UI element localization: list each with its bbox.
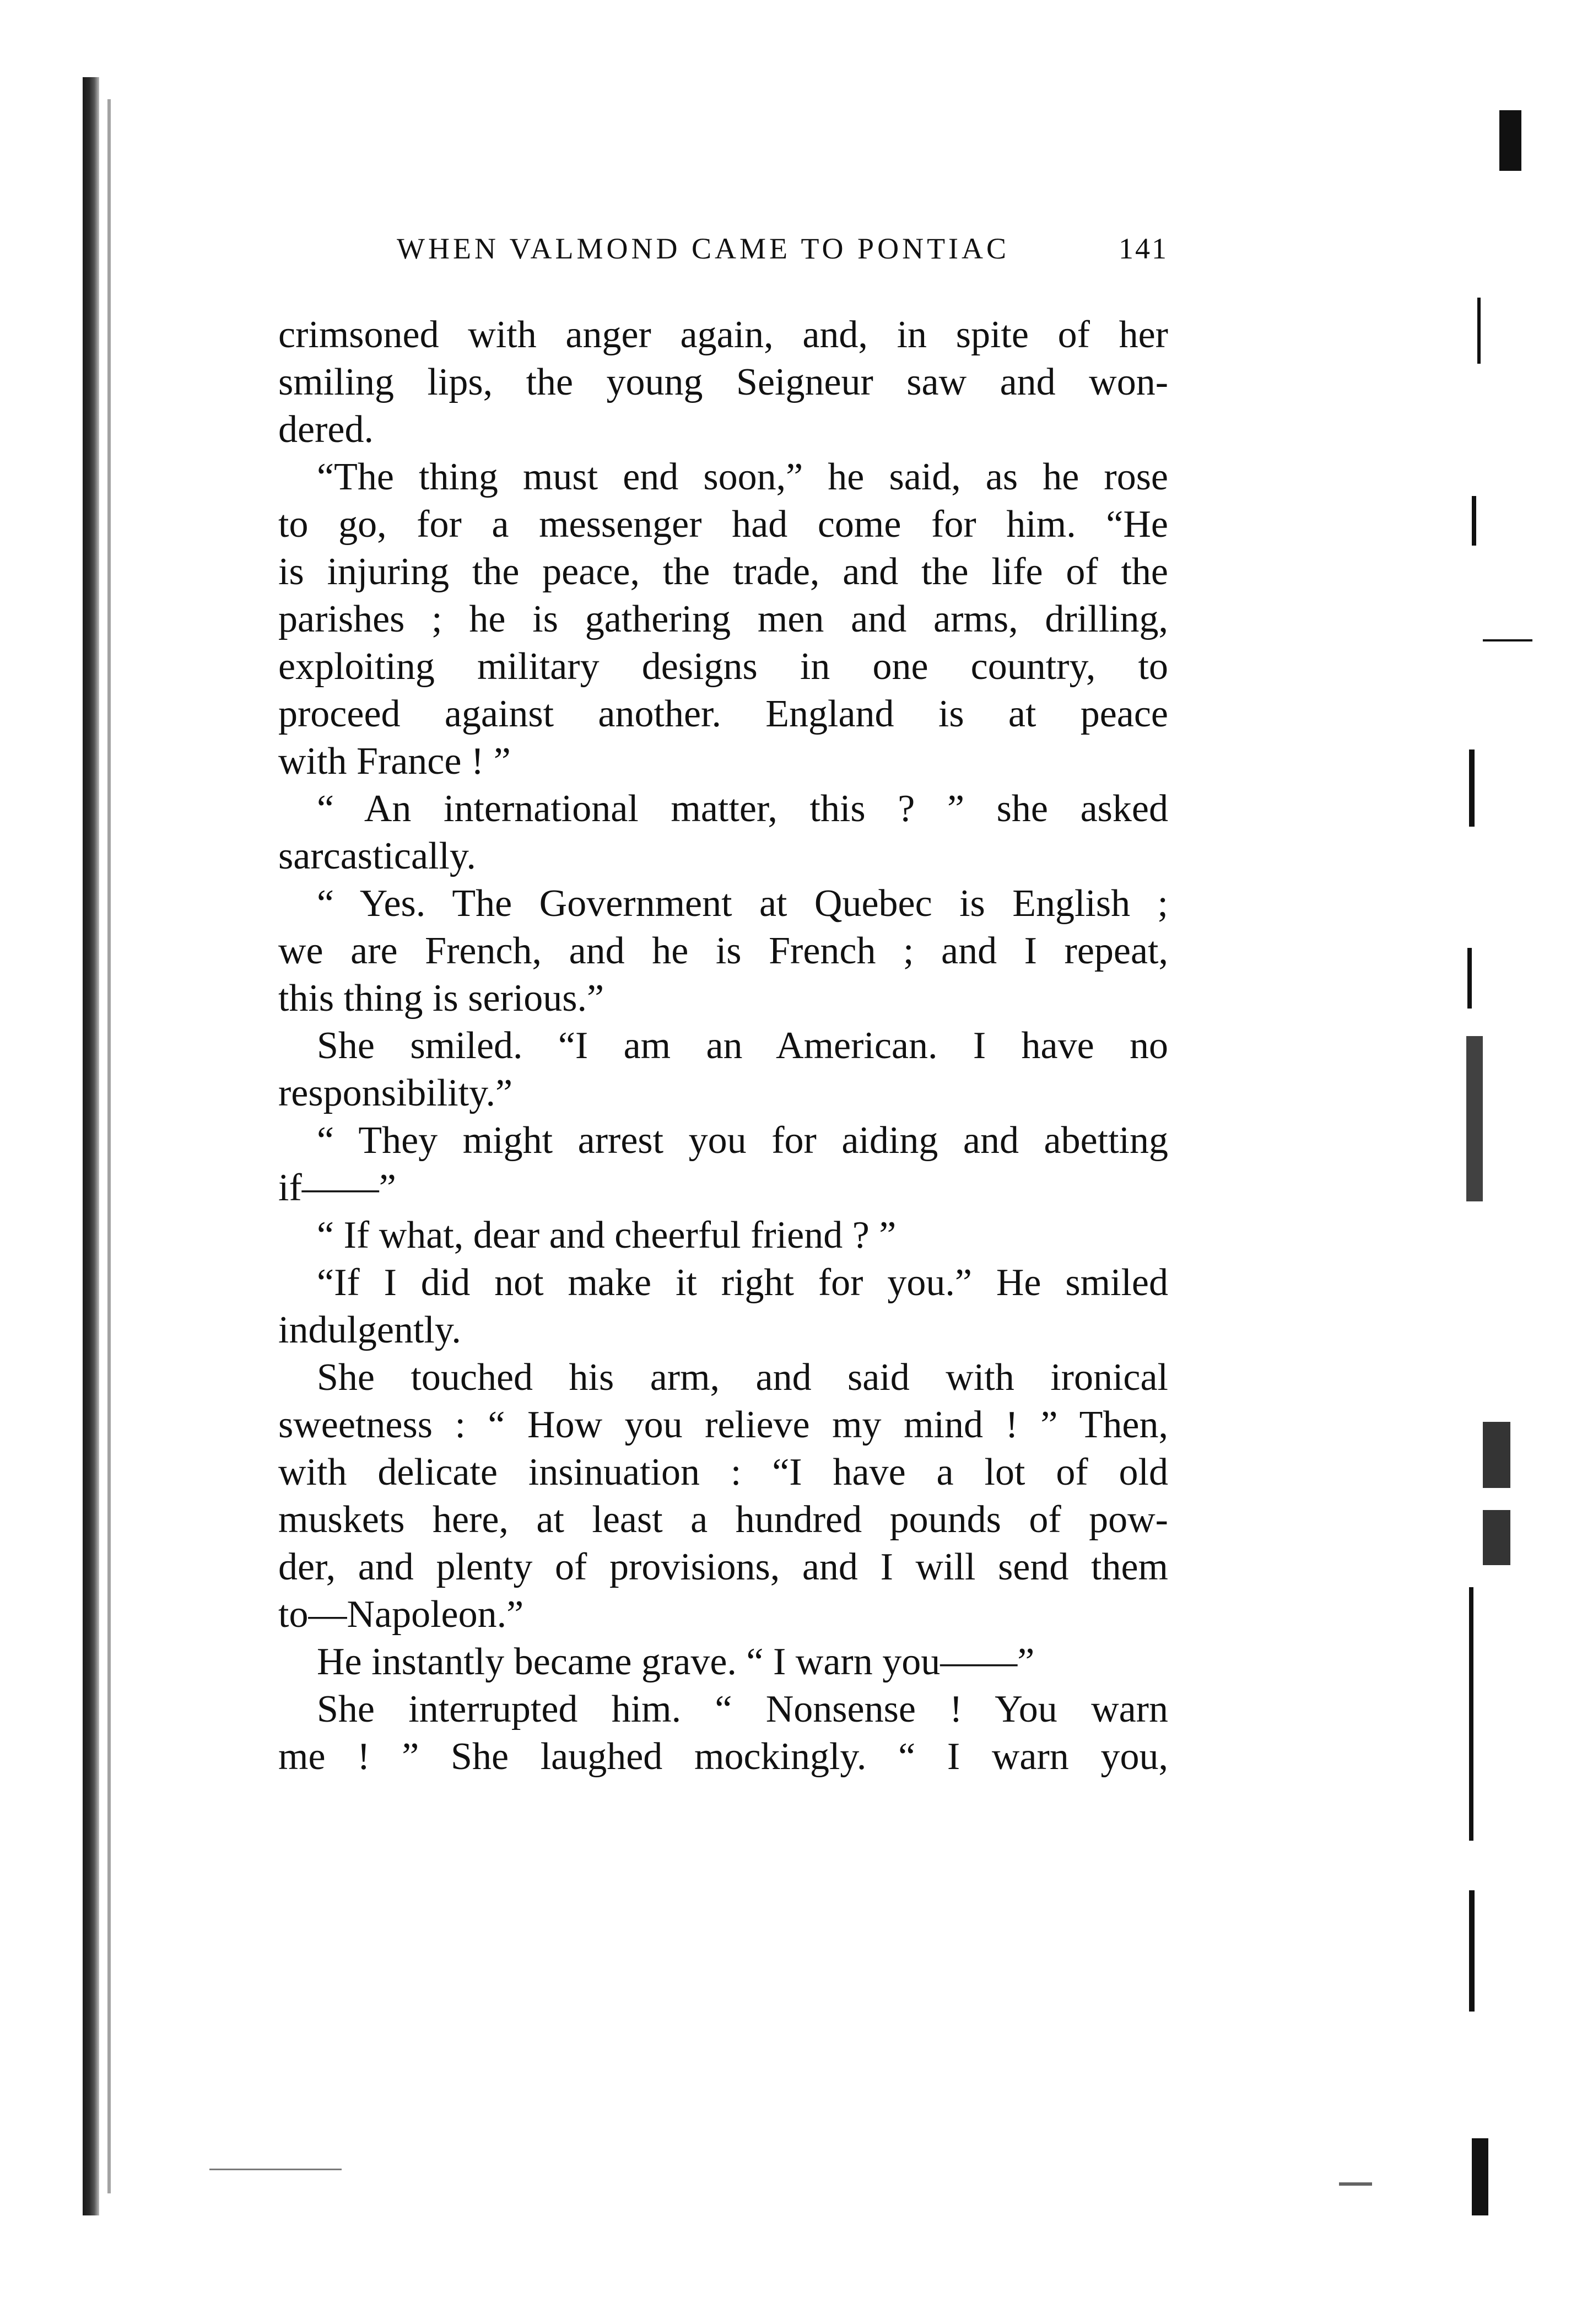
text-line: to—Napoleon.” bbox=[278, 1593, 524, 1636]
page-number: 141 bbox=[1119, 232, 1168, 265]
text-line: is injuring the peace, the trade, and the life of the bbox=[278, 551, 1168, 593]
scan-speck bbox=[209, 2169, 342, 2170]
text-line: with France ! ” bbox=[278, 740, 511, 783]
text-line: with delicate insinuation : “I have a lot of old bbox=[278, 1451, 1168, 1493]
text-line: “The thing must end soon,” he said, as he rose bbox=[317, 456, 1168, 498]
text-line: She touched his arm, and said with ironical bbox=[317, 1356, 1168, 1399]
text-line: “ They might arrest you for aiding and abetting bbox=[317, 1119, 1168, 1162]
text-line: sweetness : “ How you relieve my mind ! ” Then, bbox=[278, 1404, 1168, 1446]
text-line: proceed against another. England is at peace bbox=[278, 693, 1168, 735]
scan-speck bbox=[1339, 2182, 1372, 2186]
text-line: crimsoned with anger again, and, in spite of her bbox=[278, 314, 1168, 356]
text-line: this thing is serious.” bbox=[278, 977, 604, 1020]
page-header bbox=[397, 231, 1168, 276]
text-line: exploiting military designs in one country, to bbox=[278, 645, 1168, 688]
text-line: to go, for a messenger had come for him. “He bbox=[278, 503, 1168, 546]
text-line: He instantly became grave. “ I warn you——” bbox=[317, 1641, 1035, 1683]
text-line: smiling lips, the young Seigneur saw and won- bbox=[278, 361, 1168, 403]
text-line: parishes ; he is gathering men and arms, drilling, bbox=[278, 598, 1168, 640]
text-line: if——” bbox=[278, 1167, 396, 1209]
scan-edge-artifacts bbox=[1461, 99, 1532, 2237]
text-line: dered. bbox=[278, 408, 374, 451]
text-line: indulgently. bbox=[278, 1309, 461, 1351]
page-binding-shadow bbox=[83, 77, 99, 2215]
text-line: “ If what, dear and cheerful friend ? ” bbox=[317, 1214, 897, 1257]
text-line: “ Yes. The Government at Quebec is English ; bbox=[317, 882, 1168, 925]
text-line: me ! ” She laughed mockingly. “ I warn you, bbox=[278, 1735, 1168, 1778]
text-line: She interrupted him. “ Nonsense ! You warn bbox=[317, 1688, 1168, 1730]
text-line: muskets here, at least a hundred pounds of pow- bbox=[278, 1498, 1168, 1541]
text-line: we are French, and he is French ; and I repeat, bbox=[278, 930, 1168, 972]
body-text bbox=[278, 311, 1168, 1781]
text-line: der, and plenty of provisions, and I will send them bbox=[278, 1546, 1168, 1588]
page-binding-edge bbox=[107, 99, 111, 2193]
text-line: “If I did not make it right for you.” He smiled bbox=[317, 1261, 1168, 1304]
text-line: She smiled. “I am an American. I have no bbox=[317, 1024, 1168, 1067]
text-line: responsibility.” bbox=[278, 1072, 513, 1114]
text-line: sarcastically. bbox=[278, 835, 476, 877]
text-line: “ An international matter, this ? ” she asked bbox=[317, 788, 1168, 830]
running-title: WHEN VALMOND CAME TO PONTIAC bbox=[397, 232, 1010, 265]
